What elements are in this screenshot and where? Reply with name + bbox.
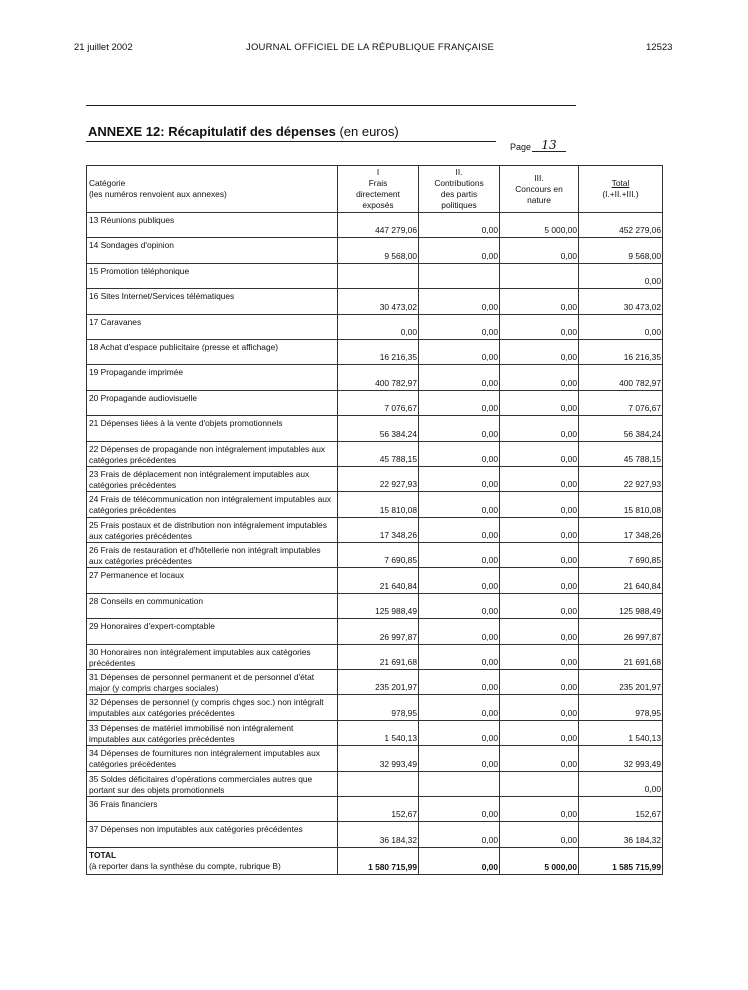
row-contributions: 0,00 — [419, 416, 500, 441]
row-contributions: 0,00 — [419, 492, 500, 517]
row-category: 18 Achat d'espace publicitaire (presse et affichage) — [87, 339, 338, 364]
row-total: 56 384,24 — [579, 416, 663, 441]
row-concours — [500, 771, 579, 796]
row-contributions: 0,00 — [419, 339, 500, 364]
table-row — [87, 771, 663, 796]
row-category: 24 Frais de télécommunication non intégralement imputables aux catégories précédentes — [87, 492, 338, 517]
table-row — [87, 543, 663, 568]
table-row — [87, 390, 663, 415]
column-header-total: Total (I.+II.+III.) — [579, 166, 663, 213]
row-contributions: 0,00 — [419, 213, 500, 238]
row-contributions: 0,00 — [419, 822, 500, 847]
row-concours: 0,00 — [500, 746, 579, 771]
row-contributions: 0,00 — [419, 720, 500, 745]
row-category: 34 Dépenses de fournitures non intégralement imputables aux catégories précédentes — [87, 746, 338, 771]
row-contributions: 0,00 — [419, 466, 500, 491]
expenses-table — [86, 165, 663, 875]
row-total: 1 540,13 — [579, 720, 663, 745]
row-frais — [338, 771, 419, 796]
row-contributions: 0,00 — [419, 746, 500, 771]
table-row — [87, 263, 663, 288]
row-category: 17 Caravanes — [87, 314, 338, 339]
row-concours: 0,00 — [500, 796, 579, 821]
row-concours: 0,00 — [500, 670, 579, 695]
header-page-number: 12523 — [646, 42, 673, 53]
row-total: 152,67 — [579, 796, 663, 821]
total-frais: 1 580 715,99 — [338, 847, 419, 874]
row-contributions: 0,00 — [419, 517, 500, 542]
table-row — [87, 339, 663, 364]
row-total: 21 640,84 — [579, 568, 663, 593]
table-row — [87, 314, 663, 339]
row-concours: 0,00 — [500, 238, 579, 263]
row-contributions: 0,00 — [419, 670, 500, 695]
grand-total: 1 585 715,99 — [579, 847, 663, 874]
row-concours: 0,00 — [500, 517, 579, 542]
row-total: 0,00 — [579, 771, 663, 796]
row-concours: 0,00 — [500, 568, 579, 593]
row-category: 14 Sondages d'opinion — [87, 238, 338, 263]
header-date: 21 juillet 2002 — [74, 42, 133, 53]
row-frais: 0,00 — [338, 314, 419, 339]
row-frais: 22 927,93 — [338, 466, 419, 491]
row-contributions: 0,00 — [419, 568, 500, 593]
row-concours: 0,00 — [500, 644, 579, 669]
row-frais: 21 691,68 — [338, 644, 419, 669]
table-row — [87, 746, 663, 771]
row-category: 21 Dépenses liées à la vente d'objets promotionnels — [87, 416, 338, 441]
row-category: 22 Dépenses de propagande non intégralement imputables aux catégories précédentes — [87, 441, 338, 466]
title-underline — [86, 141, 496, 142]
row-contributions — [419, 263, 500, 288]
row-contributions: 0,00 — [419, 390, 500, 415]
header-journal-title: JOURNAL OFFICIEL DE LA RÉPUBLIQUE FRANÇAISE — [246, 42, 495, 53]
row-concours: 0,00 — [500, 466, 579, 491]
row-frais: 978,95 — [338, 695, 419, 720]
row-total: 7 690,85 — [579, 543, 663, 568]
page-label: Page — [510, 142, 532, 152]
row-frais: 7 076,67 — [338, 390, 419, 415]
total-contributions: 0,00 — [419, 847, 500, 874]
row-total: 0,00 — [579, 314, 663, 339]
row-frais: 125 988,49 — [338, 593, 419, 618]
row-frais: 30 473,02 — [338, 289, 419, 314]
row-contributions: 0,00 — [419, 314, 500, 339]
row-category: 13 Réunions publiques — [87, 213, 338, 238]
row-category: 26 Frais de restauration et d'hôtellerie non intégralt imputables aux catégories précédentes — [87, 543, 338, 568]
total-concours: 5 000,00 — [500, 847, 579, 874]
row-frais: 152,67 — [338, 796, 419, 821]
row-category: 36 Frais financiers — [87, 796, 338, 821]
column-header-categorie: Catégorie (les numéros renvoient aux annexes) — [87, 166, 338, 213]
row-total: 9 568,00 — [579, 238, 663, 263]
row-frais: 56 384,24 — [338, 416, 419, 441]
row-category: 16 Sites Internet/Services télématiques — [87, 289, 338, 314]
row-category: 27 Permanence et locaux — [87, 568, 338, 593]
table-row — [87, 289, 663, 314]
row-concours: 0,00 — [500, 314, 579, 339]
total-label: TOTAL (à reporter dans la synthèse du compte, rubrique B) — [87, 847, 338, 874]
table-row — [87, 365, 663, 390]
handwritten-page-number: 13 — [532, 139, 566, 152]
row-concours: 0,00 — [500, 339, 579, 364]
row-frais: 235 201,97 — [338, 670, 419, 695]
row-contributions: 0,00 — [419, 441, 500, 466]
table-row — [87, 796, 663, 821]
row-category: 20 Propagande audiovisuelle — [87, 390, 338, 415]
row-concours: 0,00 — [500, 416, 579, 441]
row-category: 29 Honoraires d'expert-comptable — [87, 619, 338, 644]
row-concours: 0,00 — [500, 492, 579, 517]
row-total: 17 348,26 — [579, 517, 663, 542]
row-concours: 0,00 — [500, 390, 579, 415]
row-total: 15 810,08 — [579, 492, 663, 517]
row-frais: 45 788,15 — [338, 441, 419, 466]
row-total: 22 927,93 — [579, 466, 663, 491]
row-frais: 400 782,97 — [338, 365, 419, 390]
row-contributions: 0,00 — [419, 695, 500, 720]
table-row — [87, 822, 663, 847]
row-concours: 0,00 — [500, 593, 579, 618]
row-category: 33 Dépenses de matériel immobilisé non intégralement imputables aux catégories précédentes — [87, 720, 338, 745]
row-frais: 16 216,35 — [338, 339, 419, 364]
row-total: 30 473,02 — [579, 289, 663, 314]
row-category: 19 Propagande imprimée — [87, 365, 338, 390]
row-contributions — [419, 771, 500, 796]
row-frais: 7 690,85 — [338, 543, 419, 568]
row-concours: 0,00 — [500, 289, 579, 314]
row-contributions: 0,00 — [419, 593, 500, 618]
row-total: 26 997,87 — [579, 619, 663, 644]
row-frais: 447 279,06 — [338, 213, 419, 238]
row-total: 36 184,32 — [579, 822, 663, 847]
table-row — [87, 492, 663, 517]
table-row — [87, 619, 663, 644]
table-row — [87, 695, 663, 720]
row-total: 452 279,06 — [579, 213, 663, 238]
row-concours: 0,00 — [500, 441, 579, 466]
row-category: 15 Promotion téléphonique — [87, 263, 338, 288]
table-row — [87, 644, 663, 669]
column-header-frais: I Frais directement exposés — [338, 166, 419, 213]
table-row — [87, 568, 663, 593]
table-row — [87, 593, 663, 618]
row-concours — [500, 263, 579, 288]
row-category: 31 Dépenses de personnel permanent et de personnel d'état major (y compris charges sociales) — [87, 670, 338, 695]
row-contributions: 0,00 — [419, 289, 500, 314]
row-category: 25 Frais postaux et de distribution non intégralement imputables aux catégories précédentes — [87, 517, 338, 542]
column-header-contributions: II. Contributions des partis politiques — [419, 166, 500, 213]
row-frais: 32 993,49 — [338, 746, 419, 771]
table-row — [87, 720, 663, 745]
row-category: 28 Conseils en communication — [87, 593, 338, 618]
row-frais: 9 568,00 — [338, 238, 419, 263]
annex-title-main: ANNEXE 12: Récapitulatif des dépenses — [88, 124, 336, 139]
table-row — [87, 213, 663, 238]
row-contributions: 0,00 — [419, 238, 500, 263]
row-total: 21 691,68 — [579, 644, 663, 669]
annex-title-unit: (en euros) — [339, 124, 399, 139]
row-total: 45 788,15 — [579, 441, 663, 466]
row-contributions: 0,00 — [419, 543, 500, 568]
row-category: 37 Dépenses non imputables aux catégories précédentes — [87, 822, 338, 847]
row-concours: 5 000,00 — [500, 213, 579, 238]
row-total: 978,95 — [579, 695, 663, 720]
row-category: 30 Honoraires non intégralement imputables aux catégories précédentes — [87, 644, 338, 669]
row-contributions: 0,00 — [419, 644, 500, 669]
row-frais: 26 997,87 — [338, 619, 419, 644]
row-category: 32 Dépenses de personnel (y compris chges soc.) non intégralt imputables aux catégories précédentes — [87, 695, 338, 720]
row-total: 400 782,97 — [579, 365, 663, 390]
row-concours: 0,00 — [500, 720, 579, 745]
table-row — [87, 238, 663, 263]
row-frais: 36 184,32 — [338, 822, 419, 847]
annex-title — [88, 124, 399, 139]
column-header-concours: III. Concours en nature — [500, 166, 579, 213]
row-concours: 0,00 — [500, 619, 579, 644]
row-total: 235 201,97 — [579, 670, 663, 695]
top-divider — [86, 105, 576, 106]
row-total: 32 993,49 — [579, 746, 663, 771]
row-frais: 15 810,08 — [338, 492, 419, 517]
row-total: 16 216,35 — [579, 339, 663, 364]
row-contributions: 0,00 — [419, 619, 500, 644]
table-row — [87, 517, 663, 542]
row-total: 0,00 — [579, 263, 663, 288]
row-frais: 17 348,26 — [338, 517, 419, 542]
total-row — [87, 847, 663, 874]
row-concours: 0,00 — [500, 543, 579, 568]
row-contributions: 0,00 — [419, 365, 500, 390]
row-concours: 0,00 — [500, 695, 579, 720]
row-category: 23 Frais de déplacement non intégralement imputables aux catégories précédentes — [87, 466, 338, 491]
table-row — [87, 670, 663, 695]
row-total: 125 988,49 — [579, 593, 663, 618]
row-contributions: 0,00 — [419, 796, 500, 821]
table-header-row — [87, 166, 663, 213]
row-concours: 0,00 — [500, 365, 579, 390]
row-total: 7 076,67 — [579, 390, 663, 415]
row-frais — [338, 263, 419, 288]
table-row — [87, 441, 663, 466]
table-row — [87, 416, 663, 441]
table-row — [87, 466, 663, 491]
row-frais: 21 640,84 — [338, 568, 419, 593]
row-concours: 0,00 — [500, 822, 579, 847]
row-frais: 1 540,13 — [338, 720, 419, 745]
row-category: 35 Soldes déficitaires d'opérations commerciales autres que portant sur des objets promotionnels — [87, 771, 338, 796]
